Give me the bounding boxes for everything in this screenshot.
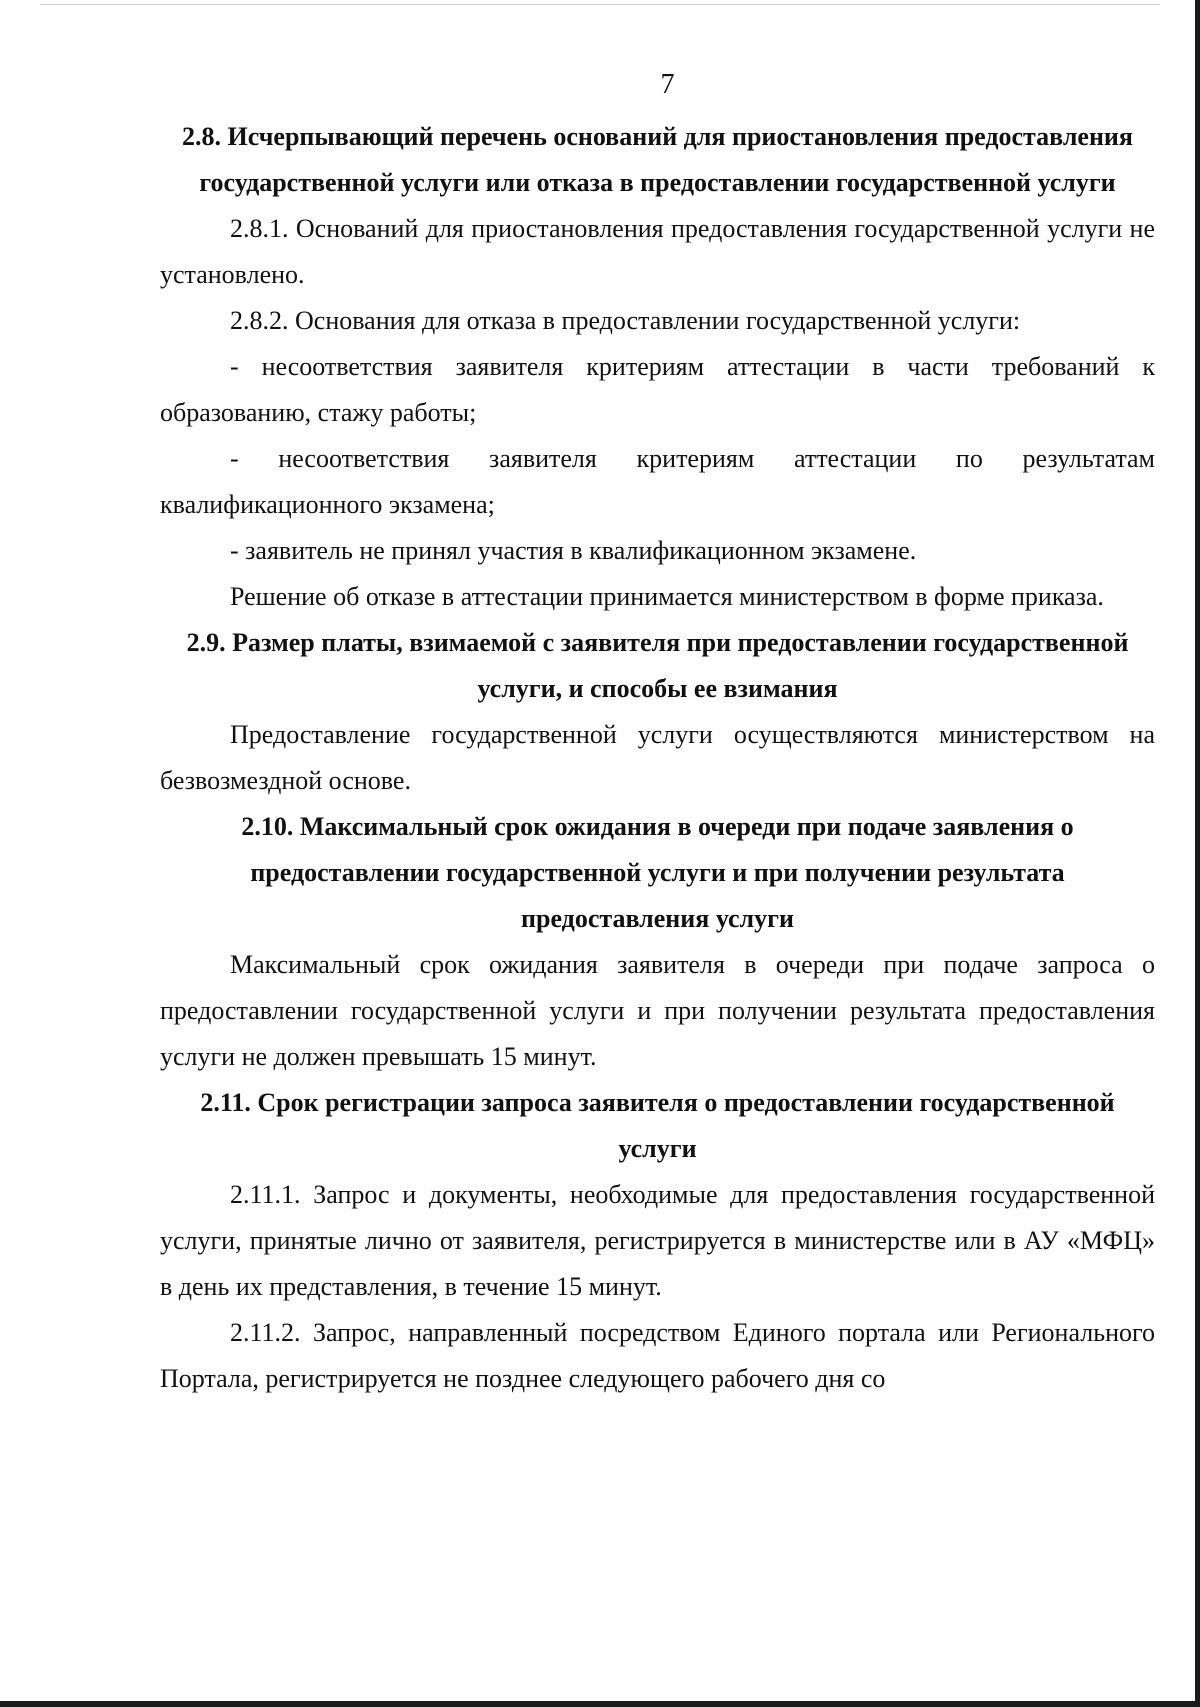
section-heading-2-11: 2.11. Срок регистрации запроса заявителя о предоставлении государственной услуги	[200, 1088, 1115, 1163]
paragraph-refusal-decision: Решение об отказе в аттестации принимается министерством в форме приказа.	[230, 582, 1104, 611]
paragraph-2-8-2: 2.8.2. Основания для отказа в предоставлении государственной услуги:	[230, 306, 1021, 335]
paragraph-2-8-1: 2.8.1. Оснований для приостановления предоставления государственной услуги не установлено.	[160, 214, 1155, 289]
paragraph-2-11-1: 2.11.1. Запрос и документы, необходимые для предоставления государственной услуги, принятые лично от заявителя, регистрируется в министерстве или в АУ «МФЦ» в день их представления, в течение 15 минут.	[160, 1180, 1155, 1301]
list-item-no-participation: - заявитель не принял участия в квалификационном экзамене.	[230, 536, 917, 565]
scan-edge-top	[40, 4, 1160, 5]
list-item-education: - несоответствия заявителя критериям аттестации в части требований к образованию, стажу работы;	[160, 352, 1155, 427]
scan-edge-right	[1195, 0, 1200, 1707]
section-heading-2-10: 2.10. Максимальный срок ожидания в очереди при подаче заявления о предоставлении государственной услуги и при получении результата предоставления услуги	[241, 812, 1074, 933]
paragraph-2-10: Максимальный срок ожидания заявителя в очереди при подаче запроса о предоставлении государственной услуги и при получении результата предоставления услуги не должен превышать 15 минут.	[160, 950, 1155, 1071]
scan-edge-bottom	[0, 1701, 1200, 1707]
list-item-exam-results: - несоответствия заявителя критериям аттестации по результатам квалификационного экзамена;	[160, 444, 1155, 519]
page-number: 7	[660, 69, 675, 100]
section-heading-2-9: 2.9. Размер платы, взимаемой с заявителя при предоставлении государственной услуги, и способы ее взимания	[186, 628, 1129, 703]
document-body	[160, 62, 1155, 1402]
paragraph-2-9: Предоставление государственной услуги осуществляются министерством на безвозмездной основе.	[160, 720, 1155, 795]
paragraph-2-11-2: 2.11.2. Запрос, направленный посредством Единого портала или Регионального Портала, регистрируется не позднее следующего рабочего дня со	[160, 1318, 1155, 1393]
section-heading-2-8: 2.8. Исчерпывающий перечень оснований для приостановления предоставления государственной услуги или отказа в предоставлении государственной услуги	[182, 122, 1133, 197]
